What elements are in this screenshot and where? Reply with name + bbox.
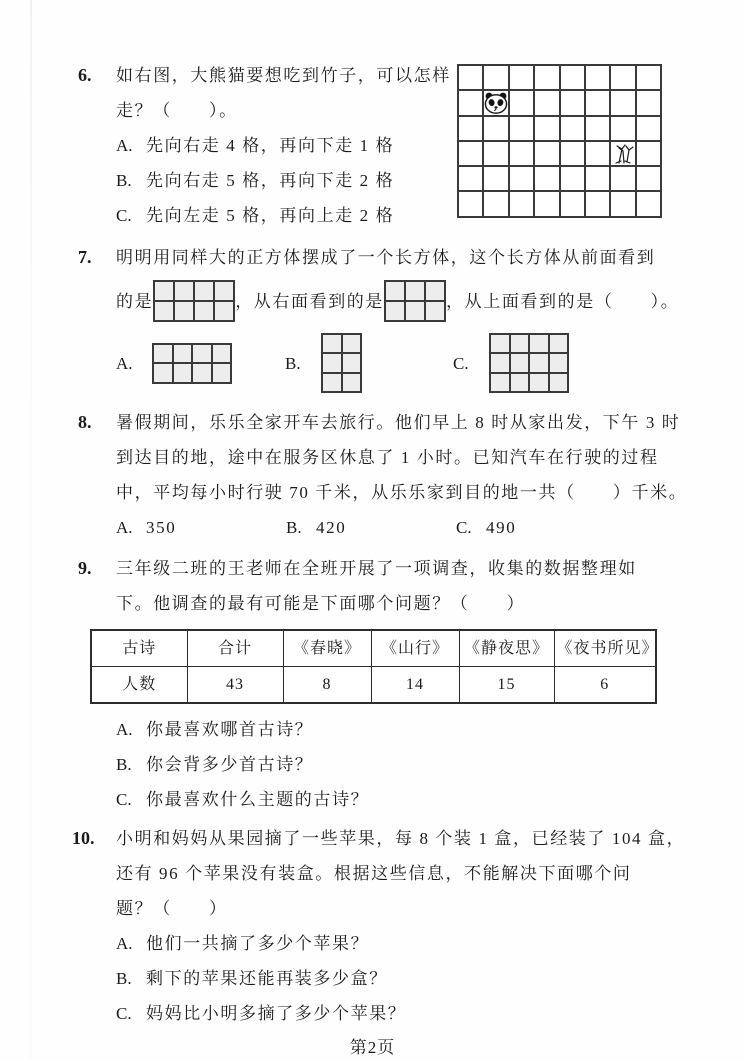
grid-cell: [534, 116, 559, 141]
option-a-grid: [152, 343, 232, 384]
right-view-grid: [384, 280, 446, 322]
question-7-text-line1: 明明用同样大的正方体摆成了一个长方体，这个长方体从前面看到: [116, 248, 656, 267]
grid-cell: [509, 166, 534, 191]
grid-cell: [425, 301, 445, 321]
option-label: B.: [116, 755, 132, 774]
grid-cell: [534, 141, 559, 166]
grid-cell: [549, 353, 569, 373]
option-text: 剩下的苹果还能再装多少盒？: [146, 969, 388, 988]
grid-cell: [385, 281, 405, 301]
grid-cell: [153, 344, 173, 364]
poll-table-header-row: [91, 630, 656, 667]
grid-cell: [153, 363, 173, 383]
grid-cell: [483, 90, 508, 115]
option-text: 490: [486, 518, 517, 537]
question-8-options-row: [116, 510, 687, 545]
poll-table: [90, 629, 657, 704]
option-label: C.: [453, 353, 469, 373]
table-header-cell: 合计: [187, 630, 283, 667]
grid-cell: [549, 373, 569, 393]
grid-cell: [585, 90, 610, 115]
question-7-option-a: [116, 343, 285, 384]
question-6-number: 6.: [78, 65, 92, 85]
question-10-option-c: [116, 996, 687, 1031]
grid-cell: [636, 166, 661, 191]
grid-cell: [212, 344, 232, 364]
grid-cell: [154, 301, 174, 321]
option-text: 你最喜欢哪首古诗？: [146, 720, 314, 739]
option-label: A.: [116, 720, 133, 739]
page-number: 第2页: [349, 1038, 396, 1057]
grid-cell: [490, 334, 510, 354]
panda-bamboo-grid: [457, 64, 662, 218]
table-row-label: 人数: [91, 667, 187, 704]
grid-cell: [214, 281, 234, 301]
grid-cell: [490, 353, 510, 373]
grid-cell: [610, 191, 635, 216]
grid-cell: [509, 191, 534, 216]
question-10: [0, 821, 745, 1031]
question-7-option-c: [453, 333, 569, 394]
grid-cell: [610, 90, 635, 115]
grid-cell: [342, 353, 362, 373]
grid-cell: [585, 141, 610, 166]
grid-cell: [509, 65, 534, 90]
question-6-text-line1: 如右图，大熊猫要想吃到竹子，可以怎样: [116, 66, 451, 85]
grid-cell: [509, 141, 534, 166]
option-text: 妈妈比小明多摘了多少个苹果？: [146, 1004, 407, 1023]
grid-cell: [610, 166, 635, 191]
question-6-option-a: [116, 128, 488, 163]
question-7-views-row: [116, 280, 687, 322]
grid-cell: [425, 281, 445, 301]
question-8-text-line1: 暑假期间，乐乐全家开车去旅行。他们早上 8 时从家出发，下午 3 时: [116, 413, 681, 432]
grid-cell: [585, 191, 610, 216]
grid-cell: [529, 334, 549, 354]
question-10-option-a: [116, 926, 687, 961]
question-10-number: 10.: [72, 828, 95, 848]
grid-cell: [509, 116, 534, 141]
option-label: A.: [116, 934, 133, 953]
grid-cell: [534, 191, 559, 216]
option-b-grid: [321, 333, 362, 394]
question-8-number: 8.: [78, 412, 92, 432]
grid-cell: [610, 141, 635, 166]
question-6-option-c: [116, 198, 488, 233]
grid-cell: [529, 353, 549, 373]
grid-cell: [214, 301, 234, 321]
option-text: 你会背多少首古诗？: [146, 755, 314, 774]
grid-cell: [585, 65, 610, 90]
table-value-cell: 6: [554, 667, 656, 704]
table-header-cell: 《夜书所见》: [554, 630, 656, 667]
option-label: B.: [116, 969, 132, 988]
table-value-cell: 8: [283, 667, 371, 704]
grid-cell: [636, 141, 661, 166]
grid-cell: [342, 334, 362, 354]
grid-cell: [342, 373, 362, 393]
table-header-cell: 《山行》: [371, 630, 459, 667]
table-header-cell: 《春晓》: [283, 630, 371, 667]
question-7-options-row: [116, 331, 687, 395]
grid-cell: [322, 334, 342, 354]
option-text: 先向左走 5 格，再向上走 2 格: [146, 206, 395, 225]
grid-cell: [173, 363, 193, 383]
option-text: 350: [146, 518, 177, 537]
grid-cell: [585, 166, 610, 191]
grid-cell: [534, 90, 559, 115]
grid-cell: [458, 141, 483, 166]
grid-cell: [322, 353, 342, 373]
option-label: B.: [286, 518, 302, 537]
grid-cell: [560, 166, 585, 191]
grid-cell: [636, 191, 661, 216]
option-text: 先向右走 4 格，再向下走 1 格: [146, 136, 395, 155]
grid-cell: [483, 116, 508, 141]
table-value-cell: 43: [187, 667, 283, 704]
grid-cell: [636, 90, 661, 115]
question-9-text-line1: 三年级二班的王老师在全班开展了一项调查，收集的数据整理如: [116, 559, 637, 578]
grid-cell: [510, 334, 530, 354]
option-label: A.: [116, 136, 133, 155]
grid-cell: [560, 116, 585, 141]
grid-cell: [560, 191, 585, 216]
option-label: C.: [116, 790, 132, 809]
question-8: [0, 405, 745, 545]
grid-cell: [174, 301, 194, 321]
grid-cell: [458, 90, 483, 115]
grid-cell: [560, 90, 585, 115]
grid-cell: [483, 65, 508, 90]
question-10-option-b: [116, 961, 687, 996]
question-7-option-b: [285, 333, 453, 394]
question-10-text-line3: 题？（ ）: [116, 899, 228, 918]
option-label: C.: [456, 518, 472, 537]
question-9-number: 9.: [78, 558, 92, 578]
question-6: [0, 58, 745, 234]
option-text: 他们一共摘了多少个苹果？: [146, 934, 370, 953]
grid-cell: [458, 191, 483, 216]
question-9-text-line2: 下。他调查的最有可能是下面哪个问题？（ ）: [116, 594, 526, 613]
question-9-option-b: [116, 747, 687, 782]
grid-cell: [510, 373, 530, 393]
poll-table-values-row: [91, 667, 656, 704]
option-label: B.: [285, 353, 301, 373]
grid-cell: [192, 363, 212, 383]
question-9: [0, 551, 745, 817]
question-7-seg-front: 的是: [116, 291, 154, 311]
option-text: 先向右走 5 格，再向下走 2 格: [146, 171, 395, 190]
option-label: A.: [116, 518, 133, 537]
grid-cell: [458, 166, 483, 191]
grid-cell: [458, 116, 483, 141]
option-label: A.: [116, 353, 133, 373]
grid-cell: [194, 301, 214, 321]
table-header-cell: 古诗: [91, 630, 187, 667]
grid-cell: [173, 344, 193, 364]
question-9-option-a: [116, 712, 687, 747]
grid-cell: [610, 65, 635, 90]
grid-cell: [510, 353, 530, 373]
front-view-grid: [153, 280, 235, 322]
grid-cell: [529, 373, 549, 393]
grid-cell: [610, 116, 635, 141]
question-7-seg-top: ，从上面看到的是（ ）。: [446, 291, 680, 311]
option-label: C.: [116, 1004, 132, 1023]
grid-cell: [560, 65, 585, 90]
grid-cell: [194, 281, 214, 301]
grid-cell: [534, 166, 559, 191]
question-8-option-c: [456, 510, 626, 545]
table-header-cell: 《静夜思》: [459, 630, 554, 667]
grid-cell: [154, 281, 174, 301]
grid-cell: [483, 141, 508, 166]
grid-cell: [322, 373, 342, 393]
grid-cell: [636, 116, 661, 141]
grid-cell: [385, 301, 405, 321]
question-8-option-b: [286, 510, 456, 545]
grid-cell: [549, 334, 569, 354]
grid-cell: [458, 65, 483, 90]
grid-cell: [585, 116, 610, 141]
option-label: B.: [116, 171, 132, 190]
question-6-text-line2: 走？（ ）。: [116, 101, 238, 120]
grid-cell: [560, 141, 585, 166]
table-value-cell: 14: [371, 667, 459, 704]
grid-cell: [192, 344, 212, 364]
question-6-option-b: [116, 163, 488, 198]
question-10-text-line2: 还有 96 个苹果没有装盒。根据这些信息，不能解决下面哪个问: [116, 864, 632, 883]
question-8-option-a: [116, 510, 286, 545]
table-value-cell: 15: [459, 667, 554, 704]
option-text: 你最喜欢什么主题的古诗？: [146, 790, 370, 809]
question-7-number: 7.: [78, 247, 92, 267]
grid-cell: [483, 191, 508, 216]
question-7: [0, 240, 745, 395]
question-8-text-line2: 到达目的地，途中在服务区休息了 1 小时。已知汽车在行驶的过程: [116, 448, 659, 467]
grid-cell: [212, 363, 232, 383]
grid-cell: [405, 281, 425, 301]
grid-cell: [405, 301, 425, 321]
grid-cell: [490, 373, 510, 393]
question-7-seg-right: ，从右面看到的是: [235, 291, 385, 311]
option-text: 420: [316, 518, 347, 537]
question-8-text-line3: 中，平均每小时行驶 70 千米，从乐乐家到目的地一共（ ）千米。: [116, 483, 688, 502]
question-10-text-line1: 小明和妈妈从果园摘了一些苹果，每 8 个装 1 盒，已经装了 104 盒，: [116, 829, 686, 848]
grid-cell: [483, 166, 508, 191]
grid-cell: [636, 65, 661, 90]
option-c-grid: [489, 333, 569, 394]
question-9-option-c: [116, 782, 687, 817]
option-label: C.: [116, 206, 132, 225]
grid-cell: [174, 281, 194, 301]
grid-cell: [509, 90, 534, 115]
grid-cell: [534, 65, 559, 90]
